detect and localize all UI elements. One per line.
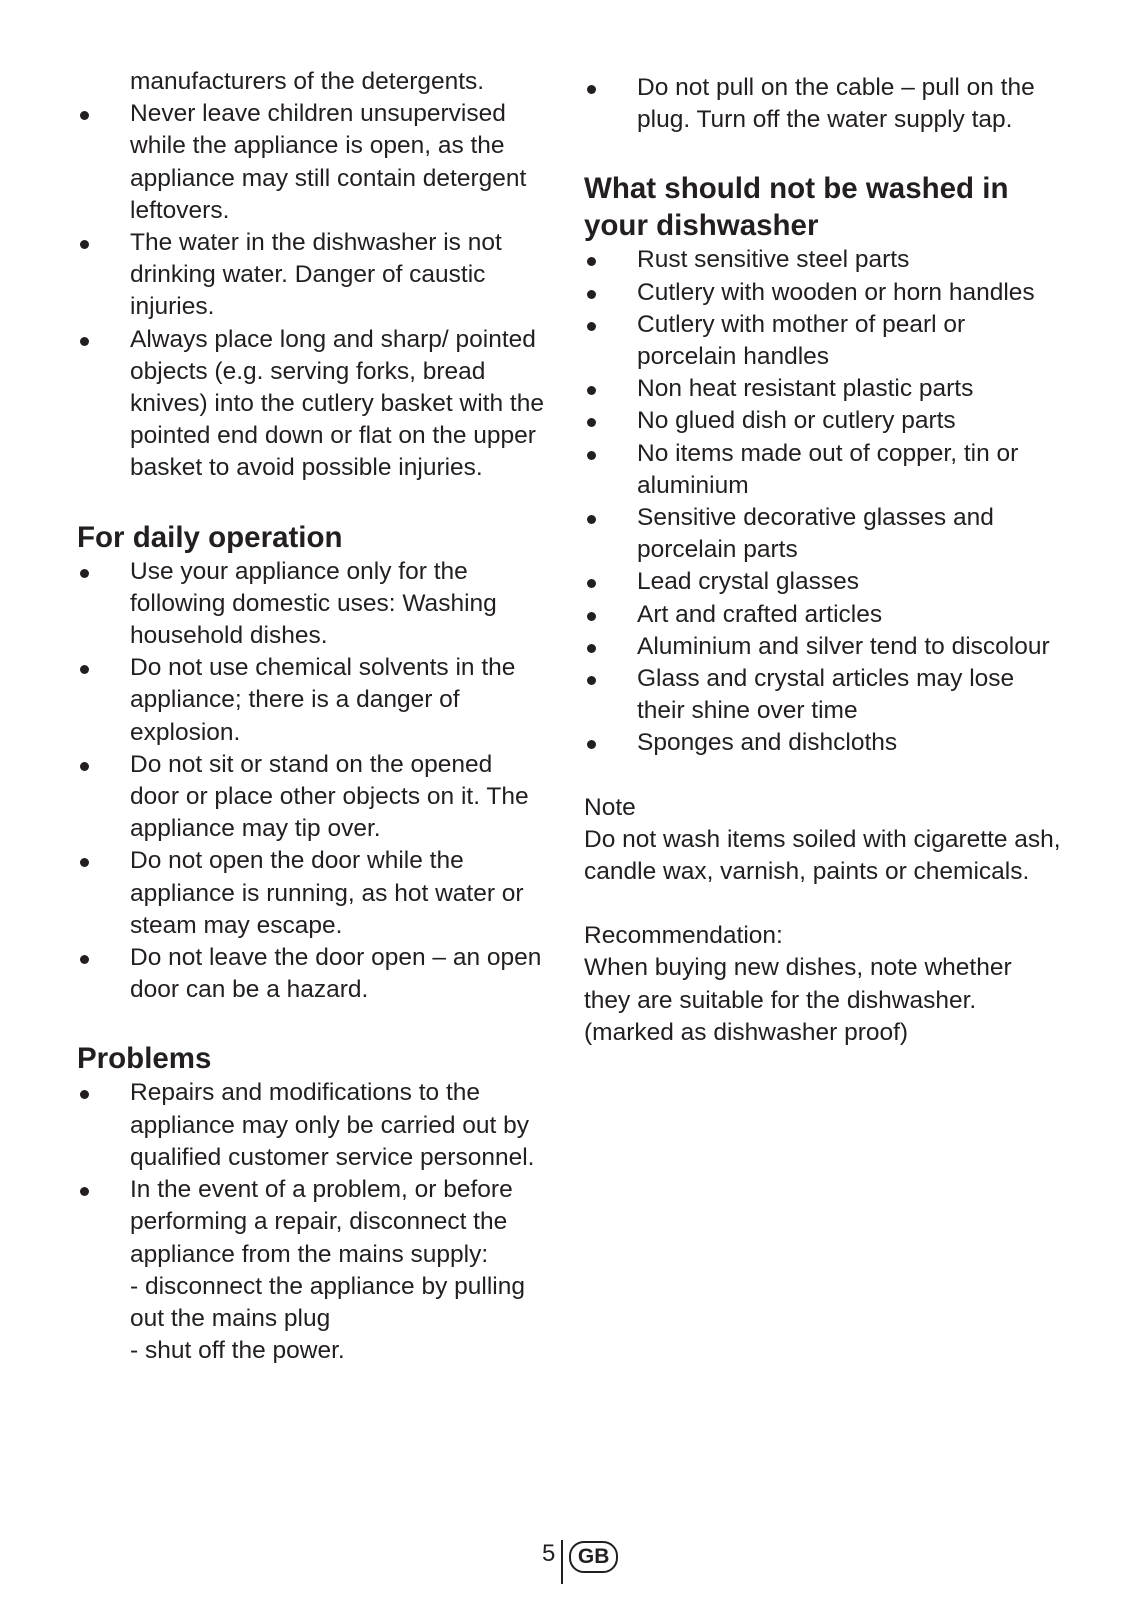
bullet-icon <box>80 240 89 249</box>
daily-operation-heading: For daily operation <box>77 520 343 554</box>
list-item: Do not pull on the cable – pull on the plug. Turn off the water supply tap. <box>584 72 1064 136</box>
bullet-icon <box>80 955 89 964</box>
list-item: Non heat resistant plastic parts <box>584 373 1064 405</box>
list-item: Do not leave the door open – an open door can be a hazard. <box>77 942 547 1006</box>
note-label: Note <box>584 793 636 821</box>
bullet-icon <box>587 451 596 460</box>
not-washed-heading: What should not be washed in your dishwasher <box>584 172 1009 243</box>
bullet-icon <box>587 322 596 331</box>
page-number: 5 <box>542 1540 556 1567</box>
list-item: The water in the dishwasher is not drinking water. Danger of caustic injuries. <box>77 227 547 324</box>
bullet-icon <box>587 85 596 94</box>
safety-list-continued <box>584 72 1064 136</box>
bullet-icon <box>80 337 89 346</box>
recommendation-text: When buying new dishes, note whether they are suitable for the dishwasher. (marked as dishwasher proof) <box>584 954 1012 1046</box>
bullet-icon <box>587 257 596 266</box>
list-item: Cutlery with mother of pearl or porcelain handles <box>584 309 1064 373</box>
list-item: Never leave children unsupervised while the appliance is open, as the appliance may still contain detergent leftovers. <box>77 98 547 227</box>
list-item: Sensitive decorative glasses and porcelain parts <box>584 502 1064 566</box>
sub-step: - shut off the power. <box>130 1337 345 1365</box>
bullet-icon <box>587 579 596 588</box>
bullet-icon <box>80 665 89 674</box>
list-item: Use your appliance only for the following domestic uses: Washing household dishes. <box>77 556 547 653</box>
bullet-icon <box>587 676 596 685</box>
list-item: Do not sit or stand on the opened door or place other objects on it. The appliance may tip over. <box>77 749 547 846</box>
bullet-icon <box>587 290 596 299</box>
list-item: No items made out of copper, tin or aluminium <box>584 438 1064 502</box>
list-item: Do not open the door while the appliance is running, as hot water or steam may escape. <box>77 845 547 942</box>
not-washed-list <box>584 244 1064 759</box>
footer-divider <box>561 1540 563 1584</box>
list-item: No glued dish or cutlery parts <box>584 405 1064 437</box>
bullet-icon <box>80 1090 89 1099</box>
bullet-icon <box>80 858 89 867</box>
language-badge: GB <box>569 1541 619 1573</box>
bullet-icon <box>80 1187 89 1196</box>
bullet-icon <box>587 515 596 524</box>
list-item: Cutlery with wooden or horn handles <box>584 277 1064 309</box>
list-item: Repairs and modifications to the appliance may only be carried out by qualified customer service personnel. <box>77 1077 547 1174</box>
list-item: In the event of a problem, or before performing a repair, disconnect the appliance from the mains supply: - disconnect the appliance by pulling out the mains plug - shut off the power. <box>77 1174 547 1367</box>
list-item: Art and crafted articles <box>584 599 1064 631</box>
bullet-icon <box>587 644 596 653</box>
left-column <box>77 66 547 1367</box>
list-item: Aluminium and silver tend to discolour <box>584 631 1064 663</box>
problems-heading: Problems <box>77 1042 212 1076</box>
continued-text: manufacturers of the detergents. <box>130 68 485 95</box>
daily-operation-list <box>77 556 547 1007</box>
sub-step: - disconnect the appliance by pulling out the mains plug <box>130 1272 525 1332</box>
problems-list <box>77 1077 547 1367</box>
bullet-icon <box>587 612 596 621</box>
right-column <box>584 72 1064 1049</box>
bullet-icon <box>80 111 89 120</box>
list-item: Lead crystal glasses <box>584 566 1064 598</box>
list-item: Do not use chemical solvents in the appliance; there is a danger of explosion. <box>77 652 547 749</box>
bullet-icon <box>587 740 596 749</box>
bullet-icon <box>80 762 89 771</box>
list-item: Rust sensitive steel parts <box>584 244 1064 276</box>
safety-list <box>77 98 547 484</box>
recommendation-label: Recommendation: <box>584 922 783 950</box>
list-item: Always place long and sharp/ pointed objects (e.g. serving forks, bread knives) into the cutlery basket with the pointed end down or flat on the upper basket to avoid possible injuries. <box>77 324 547 485</box>
page-footer <box>542 1540 618 1584</box>
list-item: Sponges and dishcloths <box>584 727 1064 759</box>
bullet-icon <box>587 386 596 395</box>
list-item: Glass and crystal articles may lose their shine over time <box>584 663 1064 727</box>
note-text: Do not wash items soiled with cigarette ash, candle wax, varnish, paints or chemicals. <box>584 825 1061 886</box>
bullet-icon <box>80 569 89 578</box>
bullet-icon <box>587 418 596 427</box>
